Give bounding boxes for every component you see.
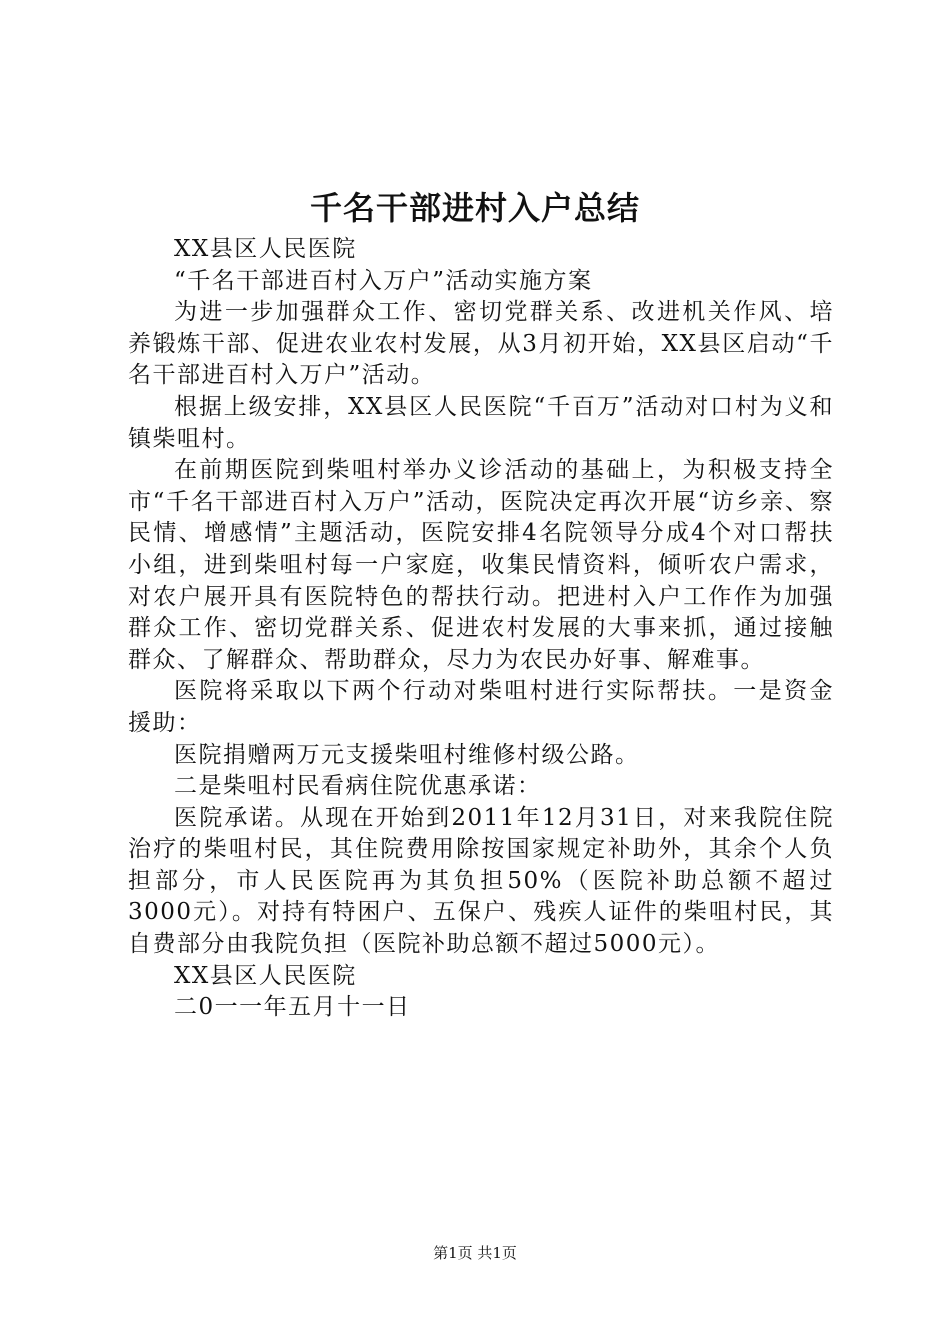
paragraph-date: 二0一一年五月十一日 [174, 994, 411, 1021]
document-body [128, 234, 834, 1024]
page-footer: 第1页 共1页 [433, 1244, 517, 1262]
paragraph-actions: 医院将采取以下两个行动对柴咀村进行实际帮扶。一是资金援助： [128, 678, 834, 736]
paragraph-intro: 为进一步加强群众工作、密切党群关系、改进机关作风、培养锻炼干部、促进农业农村发展，从3月初开始，XX县区启动“千名干部进百村入万户”活动。 [128, 299, 834, 389]
paragraph-assignment: 根据上级安排，XX县区人民医院“千百万”活动对口村为义和镇柴咀村。 [128, 393, 834, 452]
paragraph-activities: 在前期医院到柴咀村举办义诊活动的基础上，为积极支持全市“千名干部进百村入万户”活动，医院决定再次开展“访乡亲、察民情、增感情”主题活动，医院安排4名院领导分成4个对口帮扶小组，进到柴咀村每一户家庭，收集民情资料，倾听农户需求，对农户展开具有医院特色的帮扶行动。把进村入户工作作为加强群众工作、密切党群关系、促进农村发展的大事来抓，通过接触群众、了解群众、帮助群众，尽力为农民办好事、解难事。 [128, 457, 834, 673]
paragraph-donation: 医院捐赠两万元支援柴咀村维修村级公路。 [174, 741, 640, 768]
paragraph-hospital-name: XX县区人民医院 [174, 236, 357, 262]
paragraph-plan-title: “千名干部进百村入万户”活动实施方案 [174, 267, 593, 294]
document-title: 千名干部进村入户总结 [309, 189, 640, 227]
paragraph-signature: XX县区人民医院 [174, 962, 357, 989]
paragraph-second-action: 二是柴咀村民看病住院优惠承诺： [174, 773, 542, 800]
paragraph-commitment: 医院承诺。从现在开始到2011年12月31日，对来我院住院治疗的柴咀村民，其住院费用除按国家规定补助外，其余个人负担部分，市人民医院再为其负担50%（医院补助总额不超过3000元）。对持有特困户、五保户、残疾人证件的柴咀村民，其自费部分由我院负担（医院补助总额不超过5000元）。 [128, 804, 834, 958]
